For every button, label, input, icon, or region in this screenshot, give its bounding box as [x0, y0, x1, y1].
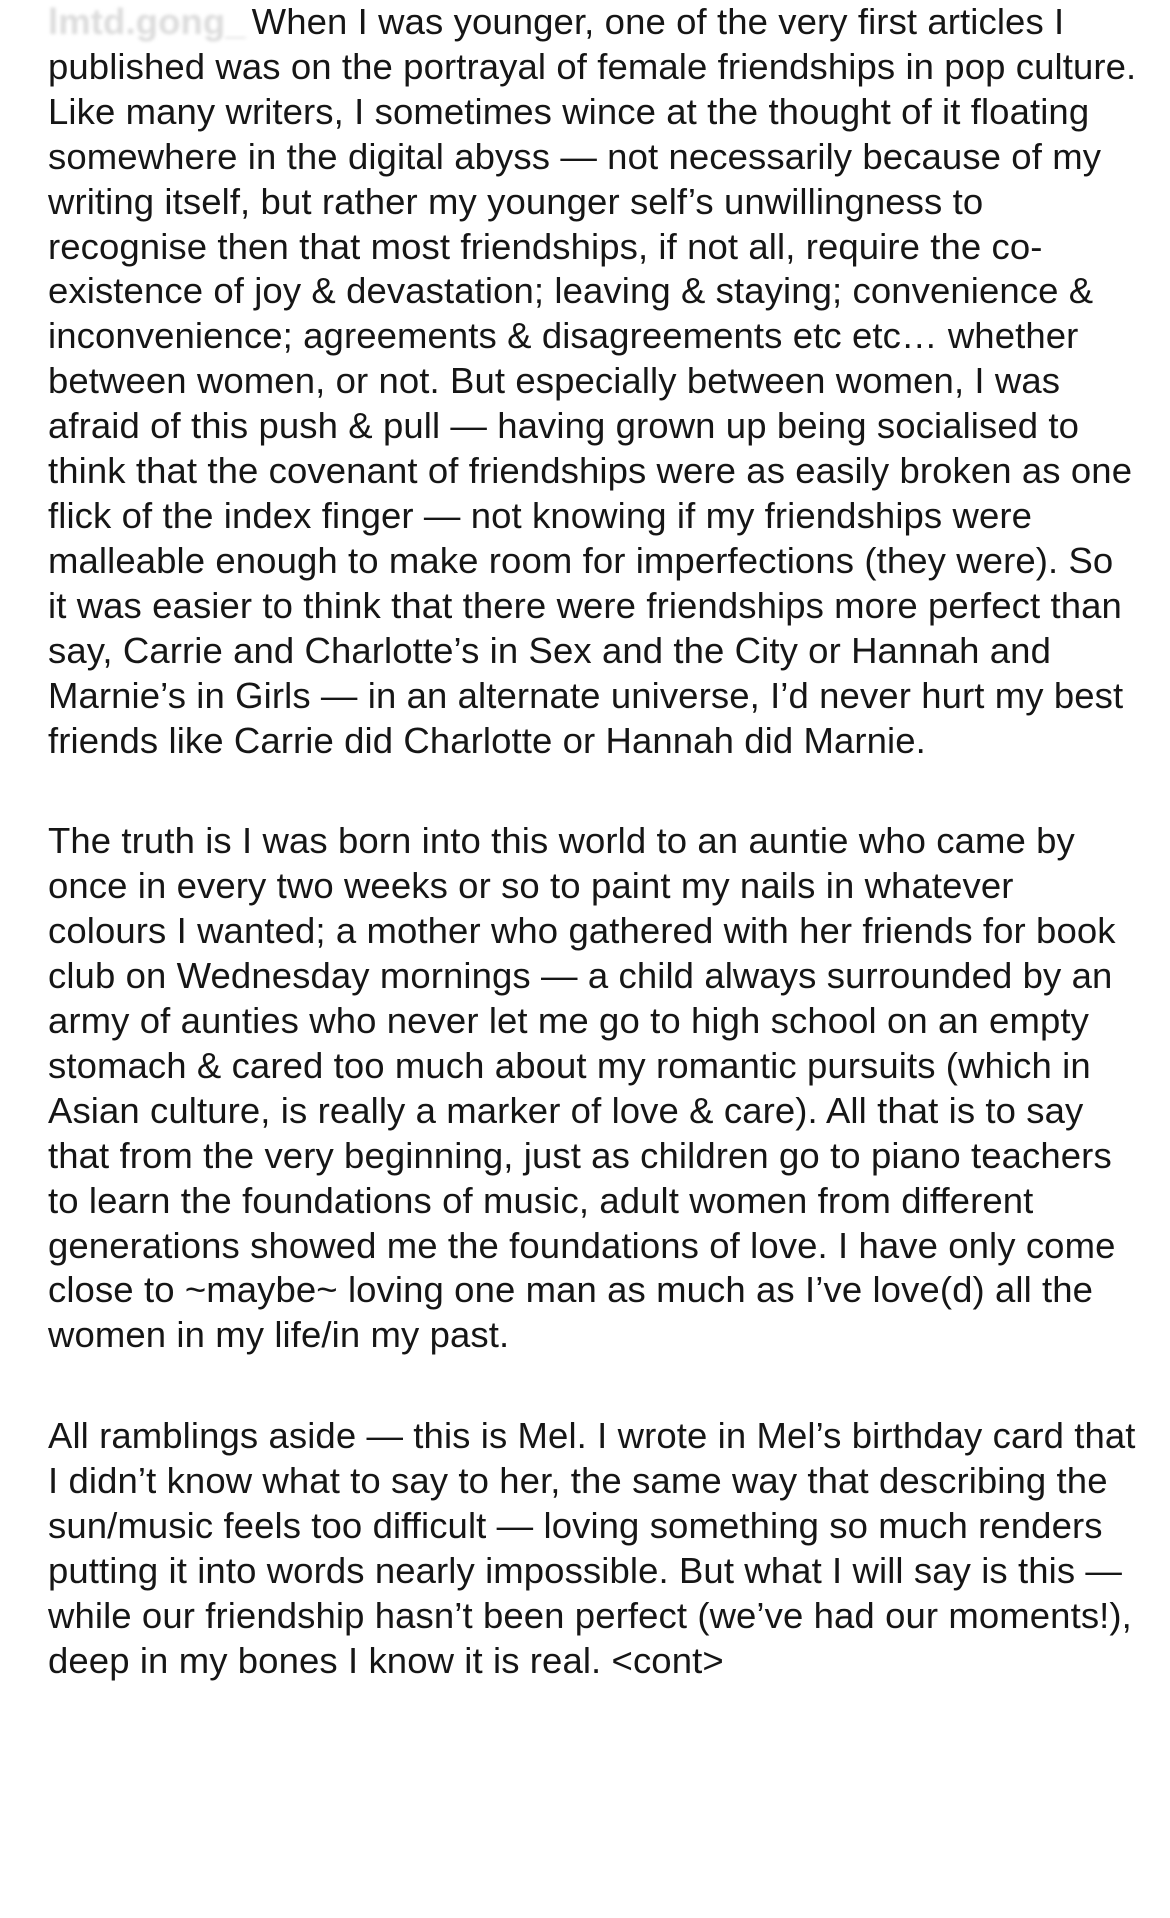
caption-text-1: When I was younger, one of the very first articles I published was on the portrayal of female friendships in pop culture. Like many writers, I sometimes wince at the thought of it floating somewhere in the digital abyss — not necessarily because of my writing itself, but rather my younger self’s unwillingness to recognise then that most friendships, if not all, require the co-existence of joy & devastation; leaving & staying; convenience & inconvenience; agreements & disagreements etc etc… whether between women, or not. But especially between women, I was afraid of this push & pull — having grown up being socialised to think that the covenant of friendships were as easily broken as one flick of the index finger — not knowing if my friendships were malleable enough to make room for imperfections (they were). So it was easier to think that there were friendships more perfect than say, Carrie and Charlotte’s in Sex and the City or Hannah and Marnie’s in Girls — in an alternate universe, I’d never hurt my best friends like Carrie did Charlotte or Hannah did Marnie. [48, 1, 1137, 761]
caption-paragraph-2: The truth is I was born into this world to an auntie who came by once in every two weeks or so to paint my nails in whatever colours I wanted; a mother who gathered with her friends for book club on Wednesday mornings — a child always surrounded by an army of aunties who never let me go to high school on an empty stomach & cared too much about my romantic pursuits (which in Asian culture, is really a marker of love & care). All that is to say that from the very beginning, just as children go to piano teachers to learn the foundations of music, adult women from different generations showed me the foundations of love. I have only come close to ~maybe~ loving one man as much as I’ve love(d) all the women in my life/in my past. [48, 820, 1116, 1356]
post-caption [48, 0, 1138, 1684]
caption-paragraph-1 [48, 0, 1138, 763]
caption-paragraph-3: All ramblings aside — this is Mel. I wrote in Mel’s birthday card that I didn’t know what to say to her, the same way that describing the sun/music feels too difficult — loving something so much renders putting it into words nearly impossible. But what I will say is this — while our friendship hasn’t been perfect (we’ve had our moments!), deep in my bones I know it is real. <cont> [48, 1415, 1136, 1681]
username-link[interactable]: lmtd.gong_ [48, 1, 246, 42]
